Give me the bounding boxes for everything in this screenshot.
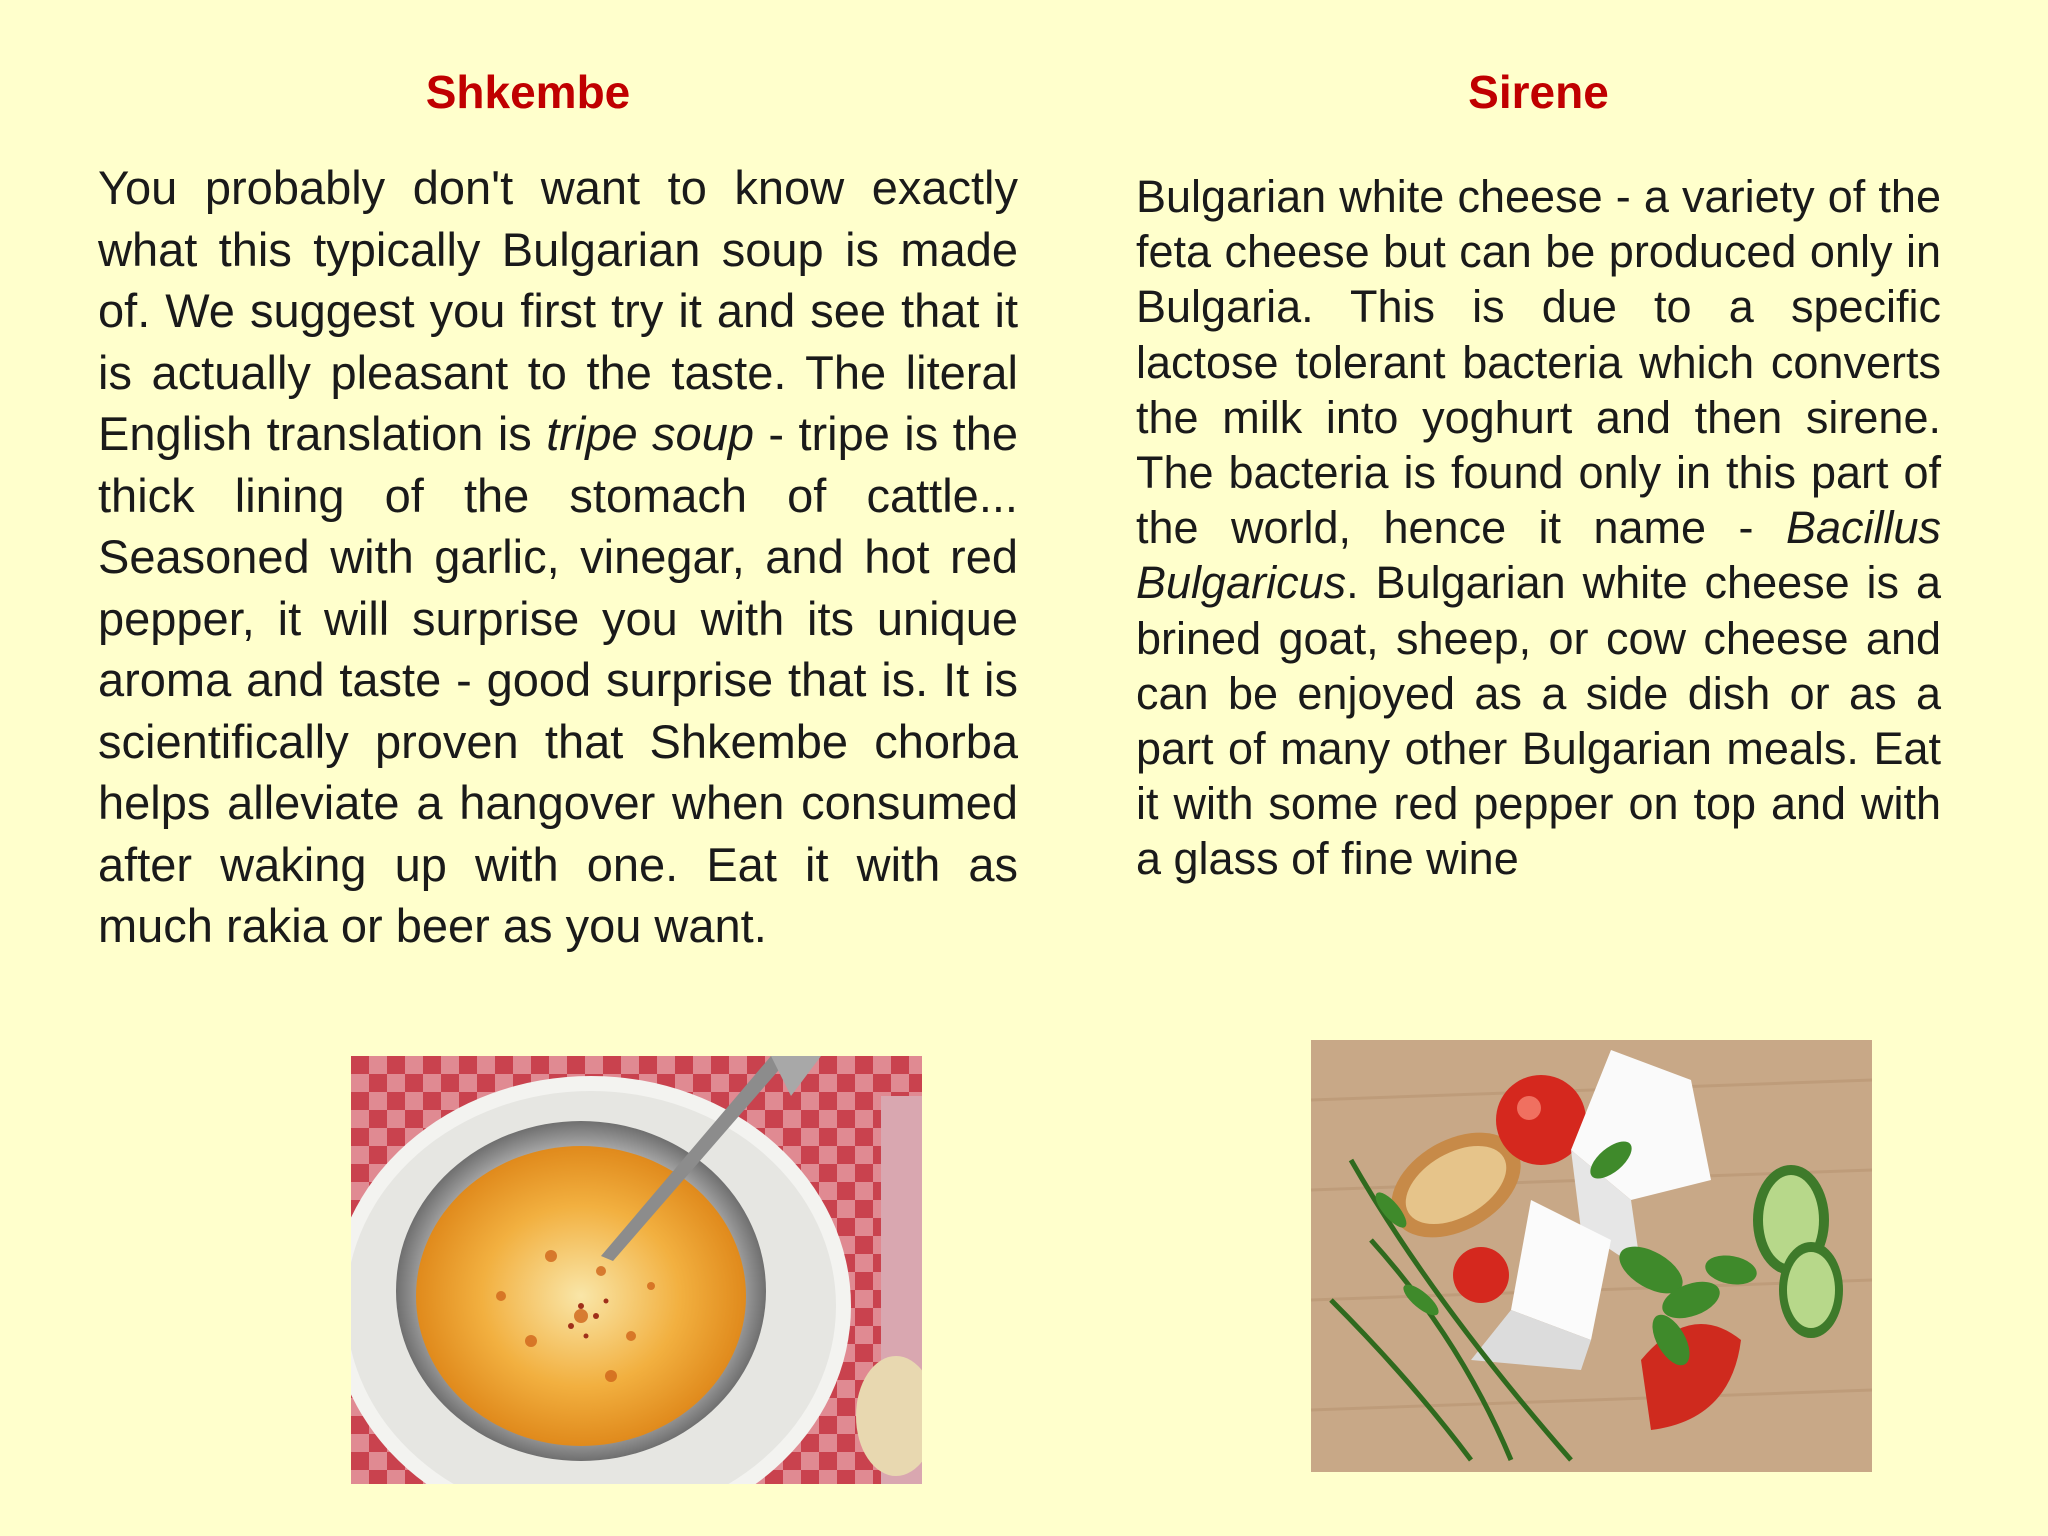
sirene-cheese-image	[1311, 1040, 1872, 1472]
sirene-description	[1136, 169, 1941, 887]
sirene-text-part1: Bulgarian white cheese - a variety of the feta cheese but can be produced only in Bulgaria. This is due to a specific lactose tolerant bacteria which converts the milk into yoghurt and then sirene. The bacteria is found only in this part of the world, hence it name -	[1136, 171, 1941, 554]
shkembe-soup-image	[351, 1056, 922, 1484]
shkembe-text-part1: You probably don't want to know exactly what this typically Bulgarian soup is made of. We suggest you first try it and see that it is actually pleasant to the taste. The literal English translation is	[98, 161, 1018, 460]
shkembe-italic-term: tripe soup	[546, 407, 754, 460]
shkembe-text-part2: - tripe is the thick lining of the stomach of cattle... Seasoned with garlic, vinegar, and hot red pepper, it will surprise you with its unique aroma and taste - good surprise that is. It is scientifically proven that Shkembe chorba helps alleviate a hangover when consumed after waking up with one. Eat it with as much rakia or beer as you want.	[98, 407, 1018, 952]
sirene-italic-term: Bacillus Bulgaricus	[1136, 502, 1941, 609]
sirene-title: Sirene	[1468, 66, 1609, 118]
shkembe-description	[98, 157, 1018, 957]
sirene-text-part2: . Bulgarian white cheese is a brined goat, sheep, or cow cheese and can be enjoyed as a side dish or as a part of many other Bulgarian meals. Eat it with some red pepper on top and with a glass of fine wine	[1136, 557, 1941, 885]
shkembe-title: Shkembe	[425, 66, 631, 118]
